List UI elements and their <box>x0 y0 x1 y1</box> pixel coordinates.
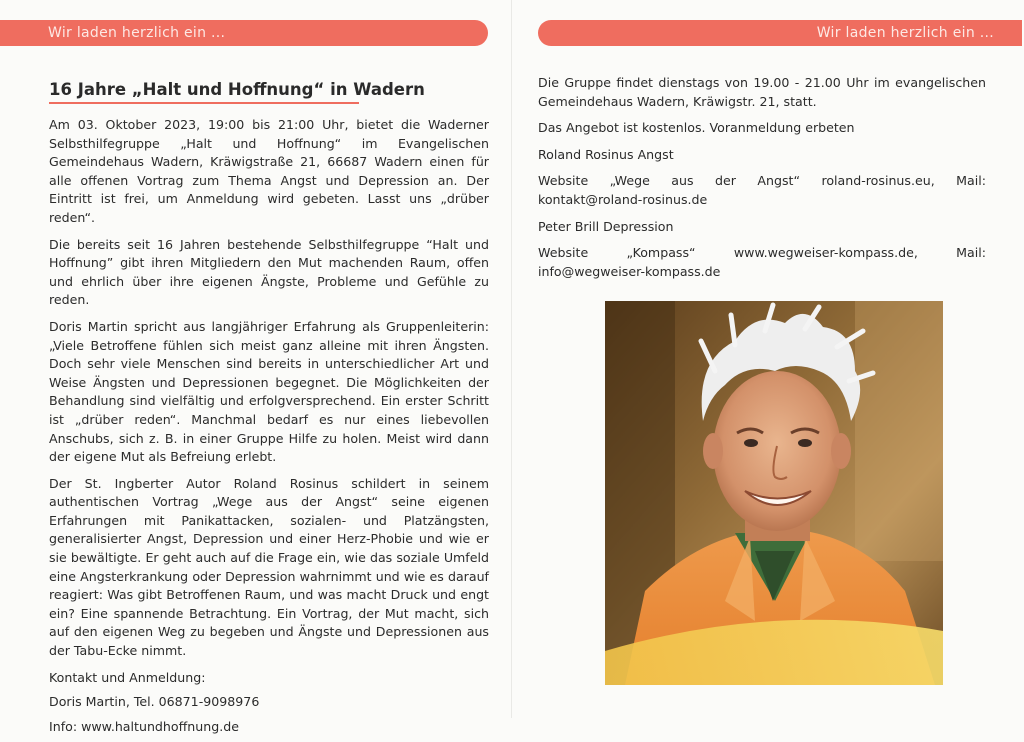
title-underline <box>49 102 359 104</box>
article-paragraph-1: Am 03. Oktober 2023, 19:00 bis 21:00 Uhr, bietet die Waderner Selbsthilfegruppe „Halt und Hoffnung“ im Evangelischen Gemeindehaus Wadern, Kräwigstraße 21, 66687 Wadern einen für alle offenen Vortrag zum Thema Angst und Depression an. Der Eintritt ist frei, um Anmeldung wird gebeten. Lasst uns „drüber reden“. <box>49 117 489 225</box>
offer-text: Das Angebot ist kostenlos. Voranmeldung erbeten <box>538 120 855 136</box>
left-page <box>0 0 512 734</box>
contact-info: Info: www.haltundhoffnung.de <box>49 718 239 734</box>
contact-brill-heading: Peter Brill Depression <box>538 218 674 234</box>
contact-person: Doris Martin, Tel. 06871-9098976 <box>49 694 260 710</box>
info-column <box>538 74 986 289</box>
contact-rosinus-heading: Roland Rosinus Angst <box>538 146 674 162</box>
invitation-banner-right: Wir laden herzlich ein ... <box>538 20 1022 46</box>
invitation-banner-left: Wir laden herzlich ein ... <box>0 20 488 46</box>
article-paragraph-2: Die bereits seit 16 Jahren bestehende Selbsthilfegruppe “Halt und Hoffnung” gibt ihren Mitgliedern den Mut machenden Raum, offen und ehrlich über ihre eigenen Ängste, Probleme und Gefühle zu reden. <box>49 236 489 308</box>
contact-rosinus-website: Website „Wege aus der Angst“ roland-rosinus.eu, Mail: kontakt@roland-rosinus.de <box>538 173 986 207</box>
contact-heading: Kontakt und Anmeldung: <box>49 669 206 685</box>
schedule-text: Die Gruppe findet dienstags von 19.00 - 21.00 Uhr im evangelischen Gemeindehaus Wadern, Kräwigstr. 21, statt. <box>538 75 986 109</box>
article-paragraph-3: Doris Martin spricht aus langjähriger Erfahrung als Gruppenleiterin: „Viele Betroffene fühlen sich meist ganz alleine mit ihren Ängsten. Doch sehr viele Menschen sind bereits in unterschiedlicher Art und Weise Ängsten und Depressionen begegnet. Die Möglichkeiten der Behandlung sind vielfältig und erfolgversprechend. Ein erster Schritt ist „drüber reden“. Manchmal bedarf es nur eines liebevollen Anschubs, sich z. B. in einer Gruppe Hilfe zu holen. Meist wird dann der eigene Mut als Befreiung erlebt. <box>49 318 489 465</box>
portrait-photo-icon <box>605 301 943 685</box>
article-paragraph-4: Der St. Ingberter Autor Roland Rosinus schildert in seinem authentischen Vortrag „Wege aus der Angst“ seine eigenen Erfahrungen mit Panikattacken, sozialen- und Platzängsten, generalisierter Angst, Depression und einer Herz-Phobie und wie er sie bewältigte. Er geht auch auf die Frage ein, wie das soziale Umfeld eine Angsterkrankung oder Depression wahrnimmt und wie es darauf reagiert: Was gibt Betroffenen Raum, und was macht Druck und engt ein? Eine spannende Betrachtung. Ein Vortrag, der Mut macht, sich auf den eigenen Weg zu begeben und Ängste und Depressionen aus der Tabu-Ecke nimmt. <box>49 475 489 659</box>
contact-brill-website: Website „Kompass“ www.wegweiser-kompass.de, Mail: info@wegweiser-kompass.de <box>538 245 986 279</box>
article-body <box>49 116 489 742</box>
article-title: 16 Jahre „Halt und Hoffnung“ in Wadern <box>49 80 425 99</box>
